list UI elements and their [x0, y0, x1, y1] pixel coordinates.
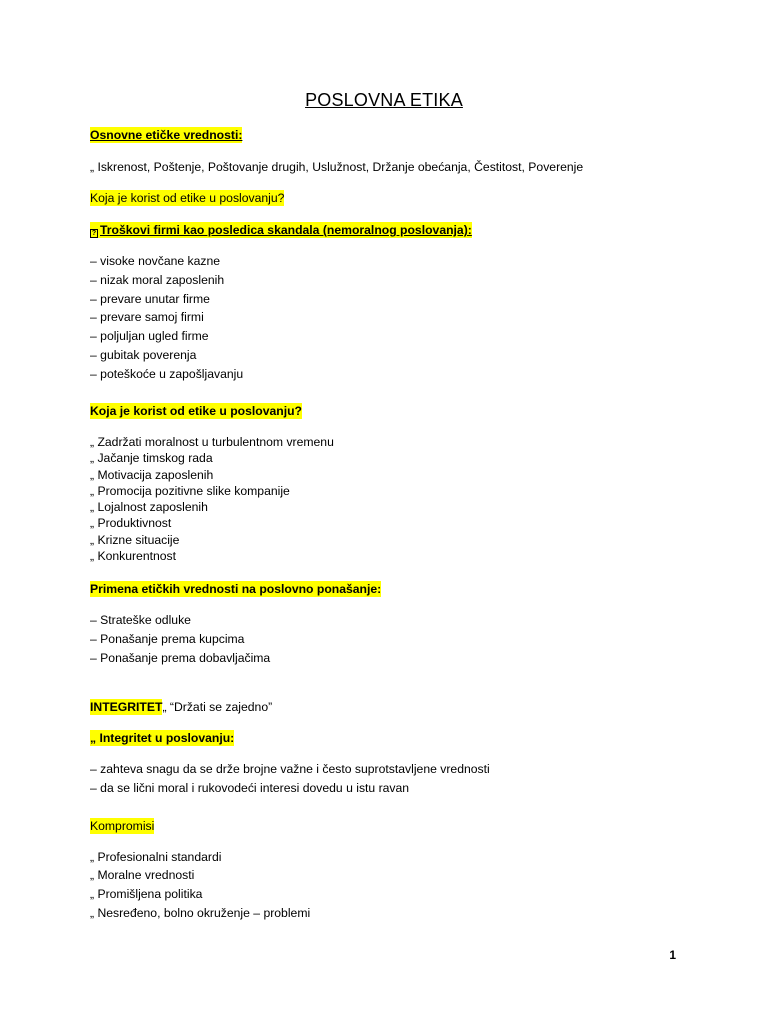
document-title: POSLOVNA ETIKA [305, 90, 463, 110]
highlighted-heading: Kompromisi [90, 819, 155, 833]
highlighted-heading: „ Integritet u poslovanju: [90, 731, 235, 745]
section-heading-compromises [90, 819, 154, 834]
list-item: „ Lojalnost zaposlenih [90, 500, 208, 514]
integrity-tagline: „ “Držati se zajedno” [162, 700, 273, 714]
page-number: 1 [669, 948, 676, 962]
list-item: – visoke novčane kazne [90, 254, 221, 268]
list-item: „ Promocija pozitivne slike kompanije [90, 484, 290, 498]
list-item: – Ponašanje prema kupcima [90, 632, 245, 646]
highlighted-heading: INTEGRITET [90, 700, 163, 714]
list-item: „ Motivacija zaposlenih [90, 468, 214, 482]
list-item: – nizak moral zaposlenih [90, 273, 225, 287]
values-line: „ Iskrenost, Poštenje, Poštovanje drugih, Uslužnost, Držanje obećanja, Čestitost, Poverenje [90, 160, 584, 174]
section-heading-costs [90, 223, 472, 238]
section-heading-basic-values [90, 128, 242, 143]
list-item: „ Jačanje timskog rada [90, 451, 213, 465]
highlighted-heading [90, 222, 472, 238]
section-heading-benefit-2 [90, 404, 302, 419]
heading-text: Troškovi firmi kao posledica skandala (nemoralnog poslovanja): [100, 223, 472, 237]
highlighted-heading: Osnovne etičke vrednosti: [90, 128, 243, 142]
highlighted-heading: Koja je korist od etike u poslovanju? [90, 191, 285, 205]
highlighted-heading: Primena etičkih vrednosti na poslovno ponašanje: [90, 582, 382, 596]
list-item: – Ponašanje prema dobavljačima [90, 651, 271, 665]
list-item: „ Zadržati moralnost u turbulentnom vremenu [90, 435, 334, 449]
list-item: „ Profesionalni standardi [90, 850, 222, 864]
list-item: „ Konkurentnost [90, 549, 177, 563]
list-item: – poteškoće u zapošljavanju [90, 367, 244, 381]
section-heading-application [90, 582, 381, 597]
list-item: – da se lični moral i rukovodeći interesi dovedu u istu ravan [90, 781, 410, 795]
list-item: – prevare unutar firme [90, 292, 210, 306]
section-heading-integrity [90, 700, 272, 715]
missing-glyph-icon: ? [91, 230, 97, 237]
list-item: „ Produktivnost [90, 516, 172, 530]
list-item: „ Nesređeno, bolno okruženje – problemi [90, 906, 311, 920]
list-item: – gubitak poverenja [90, 348, 197, 362]
list-item: „ Krizne situacije [90, 533, 180, 547]
list-item: – prevare samoj firmi [90, 310, 204, 324]
list-item: „ Moralne vrednosti [90, 868, 195, 882]
list-item: – zahteva snagu da se drže brojne važne i često suprotstavljene vrednosti [90, 762, 490, 776]
list-item: – poljuljan ugled firme [90, 329, 209, 343]
list-item: – Strateške odluke [90, 613, 191, 627]
section-heading-integrity-business [90, 731, 234, 746]
section-heading-benefit [90, 191, 284, 206]
highlighted-heading: Koja je korist od etike u poslovanju? [90, 404, 302, 418]
list-item: „ Promišljena politika [90, 887, 203, 901]
